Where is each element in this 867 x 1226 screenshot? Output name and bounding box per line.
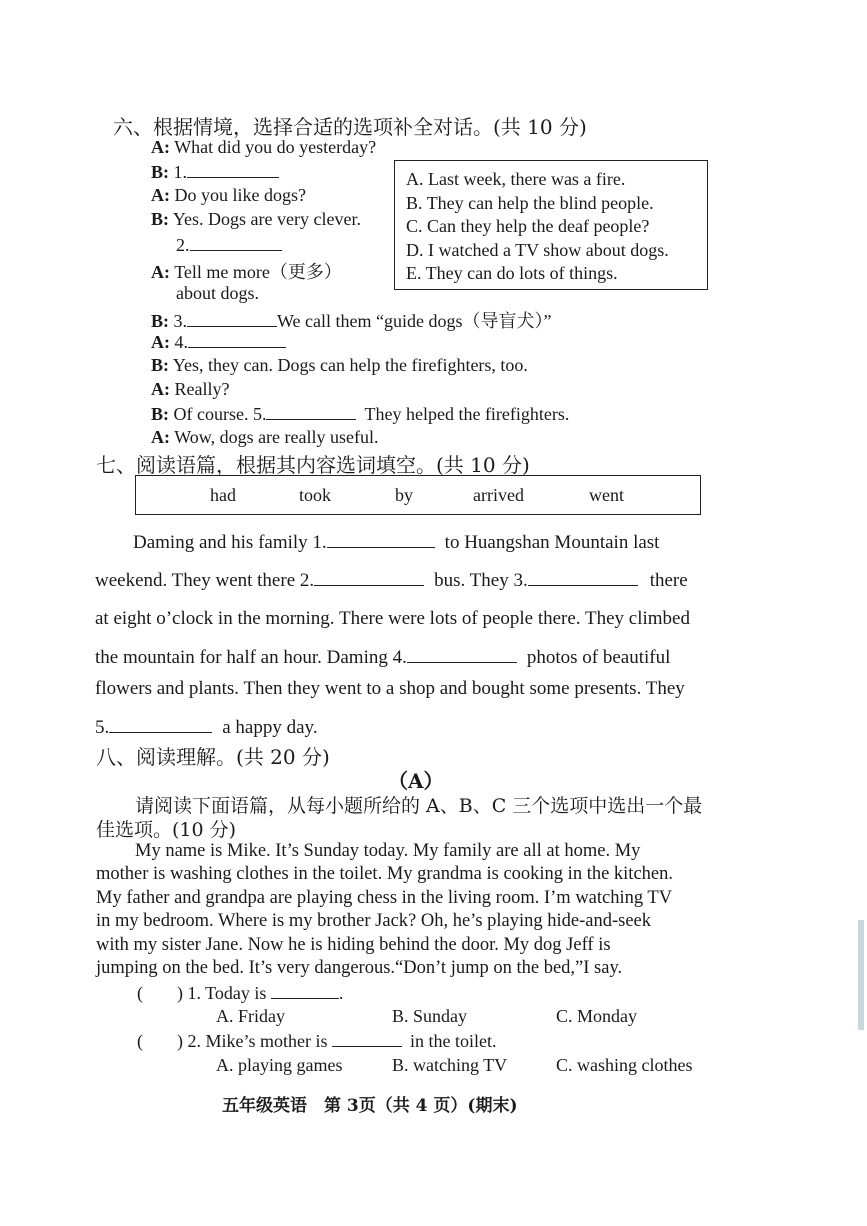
word-bank-item: took (299, 485, 332, 505)
dialogue-text: Yes. Dogs are very clever. (172, 209, 361, 229)
word-bank (135, 475, 701, 515)
speaker-label: B: (151, 355, 169, 375)
speaker-label: A: (151, 137, 170, 157)
option-item: C. Can they help the deaf people? (406, 216, 650, 236)
speaker-label: A: (151, 262, 170, 282)
word-bank-item: went (589, 485, 624, 505)
dialogue-text: 4. (174, 332, 188, 352)
question-text: . (338, 983, 344, 1003)
section7-heading: 七、阅读语篇，根据其内容选词填空。(共 10 分) (96, 453, 530, 477)
speaker-label: B: (151, 209, 169, 229)
dialogue-line (151, 307, 551, 333)
section8-heading: 八、阅读理解。(共 20 分) (96, 745, 330, 769)
scan-edge-mark (858, 920, 864, 1030)
dialogue-text: 1. (173, 162, 187, 182)
question-blank (332, 1030, 402, 1047)
dialogue-text: Tell me more（更多） (174, 262, 342, 282)
instruction: 佳选项。(10 分) (96, 819, 237, 841)
passage-line (95, 678, 685, 700)
dialogue-text: What did you do yesterday? (174, 137, 377, 157)
dialogue-line (176, 234, 282, 256)
passage-line (95, 646, 670, 669)
passage-line: with my sister Jane. Now he is hiding behind the door. My dog Jeff is (96, 935, 611, 955)
dialogue-text-after: They helped the firefighters. (364, 404, 570, 424)
answer-blank-4[interactable] (188, 331, 286, 348)
speaker-label: A: (151, 185, 170, 205)
passage-line (95, 608, 690, 630)
option-item: B. They can help the blind people. (406, 192, 654, 213)
part-label: （A） (388, 769, 444, 793)
dialogue-line (151, 355, 528, 376)
dialogue-text: Do you like dogs? (174, 185, 306, 205)
dialogue-line (151, 185, 306, 206)
passage-text: to Huangshan Mountain last (444, 532, 660, 553)
passage-text: 5. (95, 717, 110, 738)
passage-line: My father and grandpa are playing chess in the living room. I’m watching TV (96, 888, 673, 908)
passage-line: mother is washing clothes in the toilet. My grandma is cooking in the kitchen. (96, 864, 673, 884)
option-item: D. I watched a TV show about dogs. (406, 239, 669, 260)
passage-text: photos of beautiful (526, 647, 671, 668)
dialogue-text: 2. (176, 235, 190, 255)
page-footer: 五年级英语 第 3页（共 4 页）(期末) (222, 1096, 518, 1116)
question-text: 2. Mike’s mother is (187, 1031, 328, 1051)
question-stem (137, 1030, 496, 1052)
question-text: in the toilet. (410, 1031, 497, 1051)
answer-blank-3[interactable] (187, 310, 277, 327)
options-box (394, 160, 708, 290)
choice-b: B. watching TV (392, 1055, 508, 1075)
dialogue-line (151, 161, 279, 183)
answer-paren-close[interactable]: ) (177, 983, 183, 1003)
answer-blank-2[interactable] (190, 234, 282, 251)
dialogue-line (176, 283, 259, 304)
word-bank-item: had (210, 485, 236, 505)
passage-text: weekend. They went there 2. (95, 570, 315, 591)
speaker-label: A: (151, 427, 170, 447)
passage-line: My name is Mike. It’s Sunday today. My family are all at home. My (135, 841, 641, 861)
dialogue-line (151, 209, 361, 230)
choice-c: C. Monday (556, 1006, 637, 1026)
passage-line: jumping on the bed. It’s very dangerous.“Don’t jump on the bed,”I say. (96, 958, 623, 978)
dialogue-line (151, 258, 342, 284)
passage-text: flowers and plants. Then they went to a shop and bought some presents. They (95, 678, 685, 699)
dialogue-text: Of course. 5. (173, 404, 267, 424)
fill-blank-3[interactable] (528, 569, 638, 586)
dialogue-text: 3. (173, 311, 187, 331)
answer-paren-open[interactable]: ( (137, 1031, 143, 1051)
dialogue-line (151, 379, 229, 400)
question-blank (271, 982, 339, 999)
speaker-label: A: (151, 332, 170, 352)
choice-a: A. Friday (216, 1006, 285, 1026)
section6-heading: 六、根据情境，选择合适的选项补全对话。(共 10 分) (113, 115, 587, 139)
fill-blank-5[interactable] (109, 716, 212, 733)
answer-blank-5[interactable] (266, 403, 356, 420)
fill-blank-4[interactable] (407, 646, 517, 663)
answer-blank-1[interactable] (187, 161, 279, 178)
speaker-label: B: (151, 404, 169, 424)
speaker-label: B: (151, 311, 169, 331)
choice-b: B. Sunday (392, 1006, 468, 1026)
dialogue-line (151, 137, 376, 158)
answer-paren-close[interactable]: ) (177, 1031, 183, 1051)
fill-blank-2[interactable] (314, 569, 424, 586)
passage-text: Daming and his family 1. (133, 532, 327, 553)
question-text: 1. Today is (187, 983, 267, 1003)
passage-line (133, 531, 659, 554)
dialogue-text-after: We call them “guide dogs（导盲犬）” (277, 311, 552, 331)
dialogue-text: Really? (174, 379, 230, 399)
passage-text: at eight o’clock in the morning. There were lots of people there. They climbed (95, 608, 690, 629)
option-item: A. Last week, there was a fire. (406, 169, 626, 189)
passage-text: the mountain for half an hour. Daming 4. (95, 647, 407, 668)
question-stem (137, 982, 343, 1004)
passage-text: bus. They 3. (434, 570, 528, 591)
passage-line (95, 569, 688, 592)
dialogue-line (151, 331, 286, 353)
instruction: 请阅读下面语篇，从每小题所给的 A、B、C 三个选项中选出一个最 (135, 795, 703, 817)
passage-text: there (649, 570, 688, 591)
dialogue-line (151, 427, 379, 448)
word-bank-item: by (395, 485, 413, 505)
choice-c: C. washing clothes (556, 1055, 693, 1075)
speaker-label: A: (151, 379, 170, 399)
passage-text: a happy day. (222, 717, 318, 738)
answer-paren-open[interactable]: ( (137, 983, 143, 1003)
speaker-label: B: (151, 162, 169, 182)
dialogue-text: Yes, they can. Dogs can help the firefighters, too. (172, 355, 528, 375)
dialogue-text: about dogs. (176, 283, 259, 303)
word-bank-item: arrived (473, 485, 524, 505)
fill-blank-1[interactable] (327, 531, 435, 548)
dialogue-line (151, 403, 569, 425)
passage-line (95, 716, 318, 739)
option-item: E. They can do lots of things. (406, 263, 618, 283)
passage-line: in my bedroom. Where is my brother Jack? Oh, he’s playing hide-and-seek (96, 911, 652, 931)
dialogue-text: Wow, dogs are really useful. (174, 427, 379, 447)
choice-a: A. playing games (216, 1055, 343, 1075)
